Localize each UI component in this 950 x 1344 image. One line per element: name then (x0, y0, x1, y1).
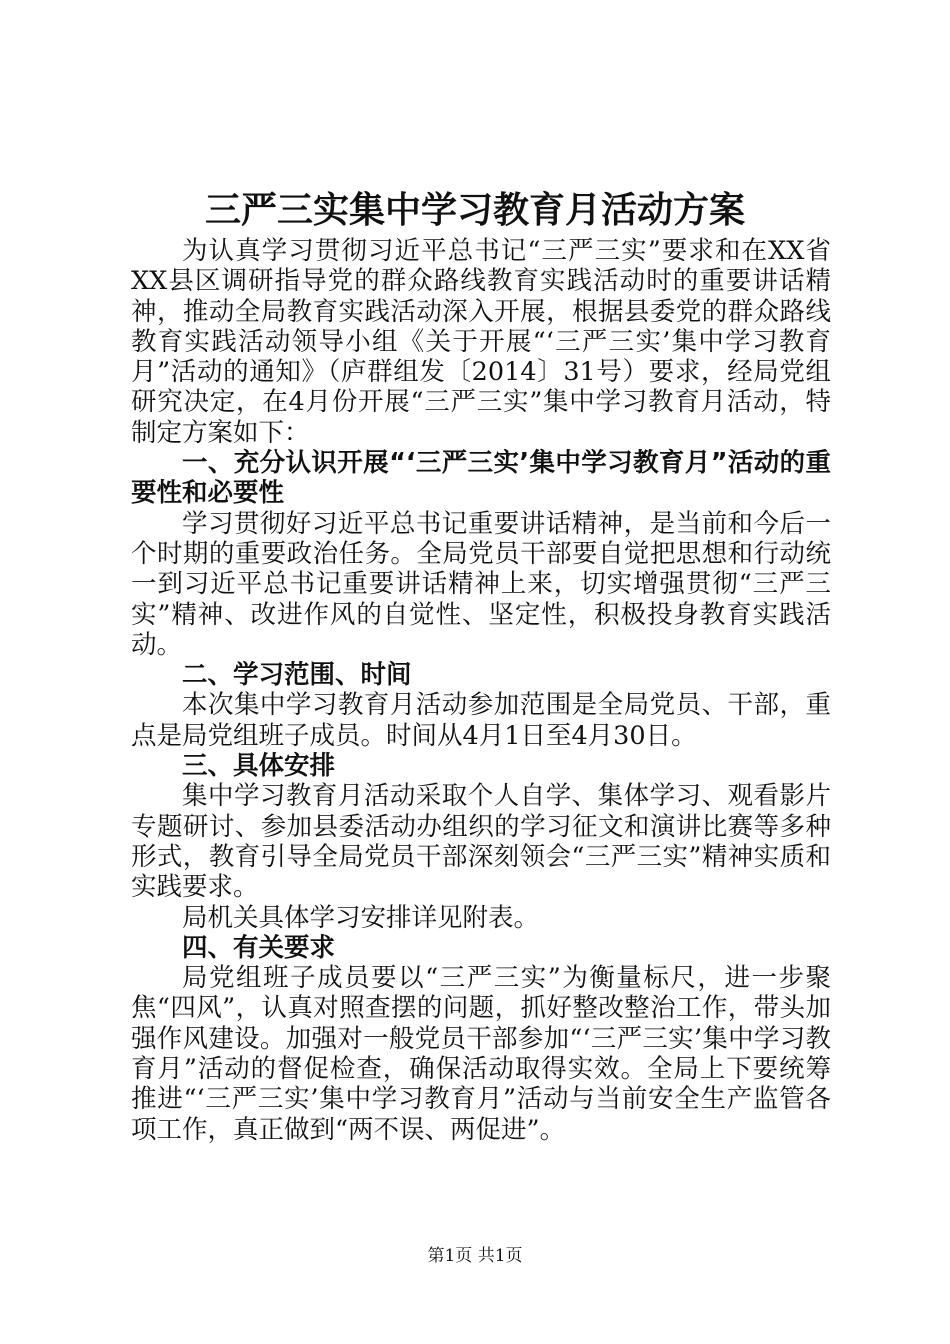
section-1-paragraph: 学习贯彻好习近平总书记重要讲话精神，是当前和今后一个时期的重要政治任务。全局党员干部要自觉把思想和行动统一到习近平总书记重要讲话精神上来，切实增强贯彻“三严三实”精神、改进作风的自觉性、坚定性，积极投身教育实践活动。 (131, 508, 831, 660)
section-heading-2: 二、学习范围、时间 (182, 660, 412, 691)
section-heading-4: 四、有关要求 (182, 932, 336, 963)
intro-paragraph: 为认真学习贯彻习近平总书记“三严三实”要求和在XX省XX县区调研指导党的群众路线教育实践活动时的重要讲话精神，推动全局教育实践活动深入开展，根据县委党的群众路线教育实践活动领导小组《关于开展“‘三严三实’集中学习教育月”活动的通知》（庐群组发〔2014〕31号）要求，经局党组研究决定，在4月份开展“三严三实”集中学习教育月活动，特制定方案如下： (131, 236, 831, 448)
section-3-paragraph-2: 局机关具体学习安排详见附表。 (182, 902, 540, 933)
document-body (131, 236, 831, 1145)
document-title: 三严三实集中学习教育月活动方案 (204, 189, 745, 231)
section-3-paragraph-1: 集中学习教育月活动采取个人自学、集体学习、观看影片专题研讨、参加县委活动办组织的学习征文和演讲比赛等多种形式，教育引导全局党员干部深刻领会“三严三实”精神实质和实践要求。 (131, 781, 831, 903)
page-footer: 第1页 共1页 (427, 1246, 523, 1266)
section-2-paragraph: 本次集中学习教育月活动参加范围是全局党员、干部，重点是局党组班子成员。时间从4月1日至4月30日。 (131, 690, 831, 751)
section-heading-3: 三、具体安排 (182, 751, 336, 782)
section-heading-1: 一、充分认识开展“‘三严三实’集中学习教育月”活动的重要性和必要性 (131, 448, 831, 509)
section-4-paragraph: 局党组班子成员要以“三严三实”为衡量标尺，进一步聚焦“四风”，认真对照查摆的问题，抓好整改整治工作，带头加强作风建设。加强对一般党员干部参加“‘三严三实’集中学习教育月”活动的督促检查，确保活动取得实效。全局上下要统筹推进“‘三严三实’集中学习教育月”活动与当前安全生产监管各项工作，真正做到“两不误、两促进”。 (131, 963, 831, 1145)
